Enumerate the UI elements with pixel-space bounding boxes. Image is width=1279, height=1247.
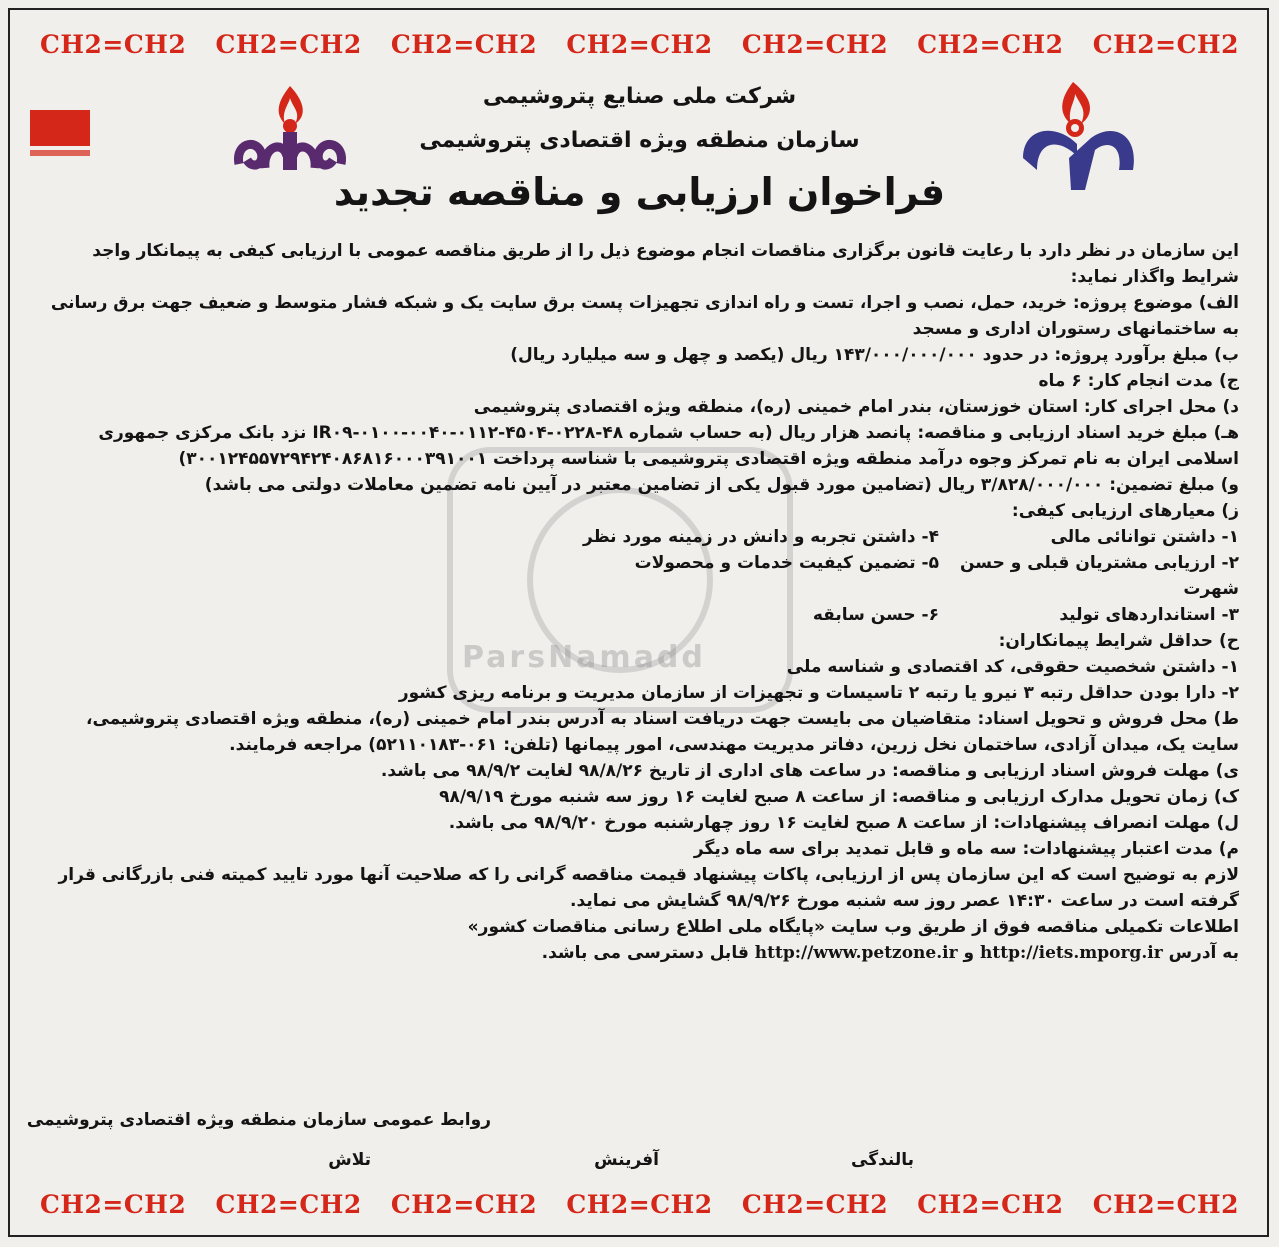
criteria-title: ز) معیارهای ارزیابی کیفی: [1011, 501, 1239, 521]
watermark-brand: ParsNamadd [462, 640, 706, 675]
item-v: و) مبلغ تضمین: ۳/۸۲۸/۰۰۰/۰۰۰ ریال (تضامین مورد قبول یکی از تضامین معتبر در آیین نامه تضمین معاملات دولتی می باشد) [204, 475, 1239, 495]
criteria-row [38, 524, 1239, 550]
item-a: الف) موضوع پروژه: خرید، حمل، نصب و اجرا، تست و راه اندازی تجهیزات پست برق سایت یک و شبکه فشار متوسط و ضعیف جهت برق رسانی به ساختمانهای رستوران اداری و مسجد [50, 293, 1239, 339]
ch2-label: CH2=CH2 [1092, 1190, 1239, 1219]
page-title: فراخوان ارزیابی و مناقصه تجدید [333, 170, 946, 214]
address-prefix: به آدرس [1168, 943, 1239, 963]
ch2-label: CH2=CH2 [215, 1190, 362, 1219]
ch2-label: CH2=CH2 [40, 1190, 187, 1219]
item-l: ل) مهلت انصراف پیشنهادات: از ساعت ۸ صبح لغایت ۱۶ روز چهارشنبه مورخ ۹۸/۹/۲۰ می باشد. [448, 813, 1239, 833]
criteria-item: ۱- داشتن توانائی مالی [1050, 527, 1239, 547]
ch2-label: CH2=CH2 [566, 1190, 713, 1219]
item-c: ج) مدت انجام کار: ۶ ماه [1038, 371, 1239, 391]
item-y: ی) مهلت فروش اسناد ارزیابی و مناقصه: در ساعت های اداری از تاریخ ۹۸/۸/۲۶ لغایت ۹۸/۹/۲ می باشد. [380, 761, 1239, 781]
company-name: شرکت ملی صنایع پتروشیمی [482, 84, 797, 109]
address-line [38, 940, 1239, 966]
motto-text: تلاش [328, 1150, 371, 1170]
motto-text: آفرینش [594, 1150, 659, 1170]
ch2-label: CH2=CH2 [1092, 30, 1239, 59]
ch2-top-row [40, 30, 1239, 59]
criteria-item: ۳- استانداردهای تولید [1059, 605, 1239, 625]
opening-note: لازم به توضیح است که این سازمان پس از ارزیابی، پاکات پیشنهاد قیمت مناقصه گرانی را که صلاحیت آنها مورد تایید کمیته فنی بازرگانی قرار گرفته است در ساعت ۱۴:۳۰ عصر روز سه شنبه مورخ ۹۸/۹/۲۶ گشایش می نماید. [58, 865, 1239, 911]
motto-text: بالندگی [851, 1150, 914, 1170]
ch2-label: CH2=CH2 [917, 1190, 1064, 1219]
public-relations-signature: روابط عمومی سازمان منطقه ویژه اقتصادی پتروشیمی [26, 1110, 491, 1130]
item-k: ک) زمان تحویل مدارک ارزیابی و مناقصه: از ساعت ۸ صبح لغایت ۱۶ روز سه شنبه مورخ ۹۸/۹/۱۹ [439, 787, 1239, 807]
ch2-label: CH2=CH2 [215, 30, 362, 59]
ch2-label: CH2=CH2 [741, 1190, 889, 1219]
criteria-row [38, 550, 1239, 602]
ch2-label: CH2=CH2 [566, 30, 713, 59]
ch2-label: CH2=CH2 [390, 1190, 538, 1219]
criteria-row [38, 602, 1239, 628]
ch2-label: CH2=CH2 [917, 30, 1064, 59]
condition-1: ۱- داشتن شخصیت حقوقی، کد اقتصادی و شناسه ملی [786, 657, 1239, 677]
criteria-item: ۶- حسن سابقه [812, 605, 939, 625]
condition-2: ۲- دارا بودن حداقل رتبه ۳ نیرو یا رتبه ۲ تاسیسات و تجهیزات از سازمان مدیریت و برنامه ریزی کشور [398, 683, 1239, 703]
criteria-item: ۲- ارزیابی مشتریان قبلی و حسن شهرت [959, 553, 1239, 599]
ch2-label: CH2=CH2 [40, 30, 187, 59]
intro-paragraph: این سازمان در نظر دارد با رعایت قانون برگزاری مناقصات انجام موضوع ذیل را از طریق مناقصه عمومی با ارزیابی کیفی به پیمانکار واجد شرایط واگذار نماید: [92, 241, 1239, 287]
organization-name: سازمان منطقه ویژه اقتصادی پتروشیمی [419, 128, 860, 153]
and-word: و [963, 943, 975, 963]
conditions-title: ح) حداقل شرایط پیمانکاران: [998, 631, 1239, 651]
address-suffix: قابل دسترسی می باشد. [541, 943, 749, 963]
info-line: اطلاعات تکمیلی مناقصه فوق از طریق وب سایت «پایگاه ملی اطلاع رسانی مناقصات کشور» [467, 917, 1239, 937]
ch2-label: CH2=CH2 [741, 30, 889, 59]
iets-link[interactable]: http://iets.mporg.ir [980, 943, 1163, 963]
criteria-item: ۴- داشتن تجربه و دانش در زمینه مورد نظر [583, 527, 939, 547]
item-t: ط) محل فروش و تحویل اسناد: متقاضیان می بایست جهت دریافت اسناد به آدرس بندر امام خمینی (ره)، منطقه ویژه اقتصادی پتروشیمی، سایت یک، میدان آزادی، ساختمان نخل زرین، دفاتر مدیریت مهندسی، امور پیمانها (تلفن: ۰۶۱-۵۲۱۱۰۱۸۳) مراجعه فرمایند. [86, 709, 1239, 755]
criteria-item: ۵- تضمین کیفیت خدمات و محصولات [634, 553, 939, 573]
item-d: د) محل اجرای کار: استان خوزستان، بندر امام خمینی (ره)، منطقه ویژه اقتصادی پتروشیمی [473, 397, 1239, 417]
ch2-bottom-row [40, 1190, 1239, 1219]
tender-body [38, 238, 1239, 966]
item-h: هـ) مبلغ خرید اسناد ارزیابی و مناقصه: پانصد هزار ریال (به حساب شماره IR۰۹-۰۱۰۰-۰۰۴۰-۰۱۱۲-۴۵۰۴-۰۲۲۸-۴۸ نزد بانک مرکزی جمهوری اسلامی ایران به نام تمرکز وجوه درآمد منطقه ویژه اقتصادی پتروشیمی با شناسه پرداخت ۳۰۰۱۲۴۵۵۷۲۹۴۲۴۰۸۶۸۱۶۰۰۰۳۹۱۰۰۱) [98, 423, 1239, 469]
item-b: ب) مبلغ برآورد پروژه: در حدود ۱۴۳/۰۰۰/۰۰۰/۰۰۰ ریال (یکصد و چهل و سه میلیارد ریال) [510, 345, 1239, 365]
item-m: م) مدت اعتبار پیشنهادات: سه ماه و قابل تمدید برای سه ماه دیگر [693, 839, 1239, 859]
ch2-label: CH2=CH2 [390, 30, 538, 59]
petzone-link[interactable]: http://www.petzone.ir [754, 943, 958, 963]
